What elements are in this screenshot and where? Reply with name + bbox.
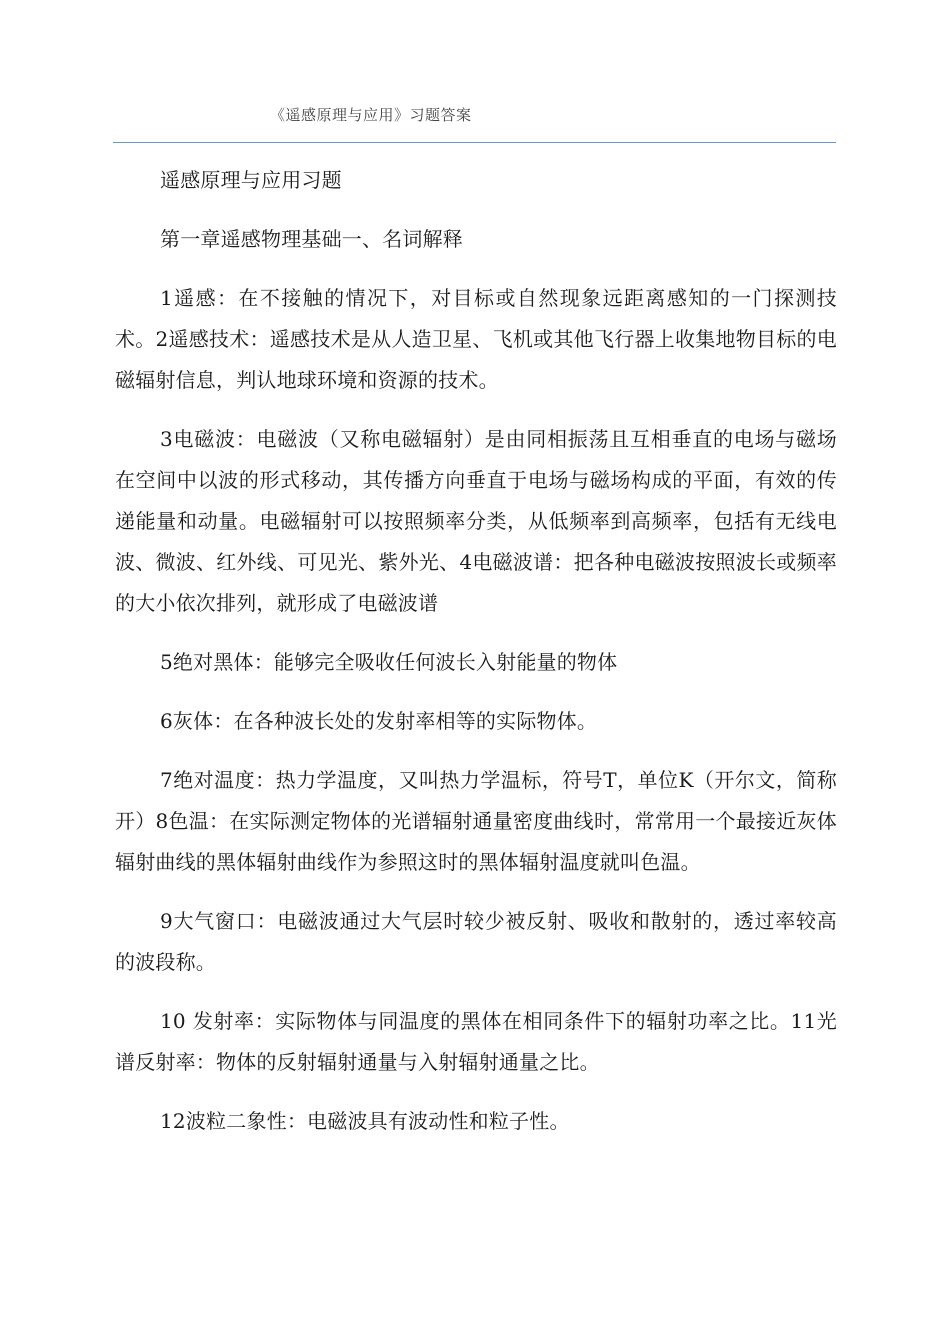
document-body bbox=[115, 160, 837, 1160]
running-header: 《遥感原理与应用》习题答案 bbox=[270, 106, 472, 124]
paragraph: 10 发射率：实际物体与同温度的黑体在相同条件下的辐射功率之比。11光谱反射率：物体的反射辐射通量与入射辐射通量之比。 bbox=[115, 1009, 837, 1074]
paragraph: 12波粒二象性：电磁波具有波动性和粒子性。 bbox=[160, 1109, 570, 1133]
paragraph: 3电磁波：电磁波（又称电磁辐射）是由同相振荡且互相垂直的电场与磁场在空间中以波的形式移动，其传播方向垂直于电场与磁场构成的平面，有效的传递能量和动量。电磁辐射可以按照频率分类，从低频率到高频率，包括有无线电波、微波、红外线、可见光、紫外光、4电磁波谱：把各种电磁波按照波长或频率的大小依次排列，就形成了电磁波谱 bbox=[115, 427, 837, 615]
paragraph: 6灰体：在各种波长处的发射率相等的实际物体。 bbox=[160, 709, 598, 733]
document-title: 遥感原理与应用习题 bbox=[160, 168, 342, 192]
chapter-heading: 第一章遥感物理基础一、名词解释 bbox=[160, 227, 463, 251]
paragraph: 1遥感：在不接触的情况下，对目标或自然现象远距离感知的一门探测技术。2遥感技术：遥感技术是从人造卫星、飞机或其他飞行器上收集地物目标的电磁辐射信息，判认地球环境和资源的技术。 bbox=[115, 286, 837, 392]
paragraph: 5绝对黑体：能够完全吸收任何波长入射能量的物体 bbox=[160, 650, 618, 674]
paragraph: 7绝对温度：热力学温度，又叫热力学温标，符号T，单位K（开尔文，简称开）8色温：在实际测定物体的光谱辐射通量密度曲线时，常常用一个最接近灰体辐射曲线的黑体辐射曲线作为参照这时的黑体辐射温度就叫色温。 bbox=[115, 768, 837, 874]
paragraph: 9大气窗口：电磁波通过大气层时较少被反射、吸收和散射的，透过率较高的波段称。 bbox=[115, 909, 837, 974]
header-divider bbox=[113, 142, 836, 143]
